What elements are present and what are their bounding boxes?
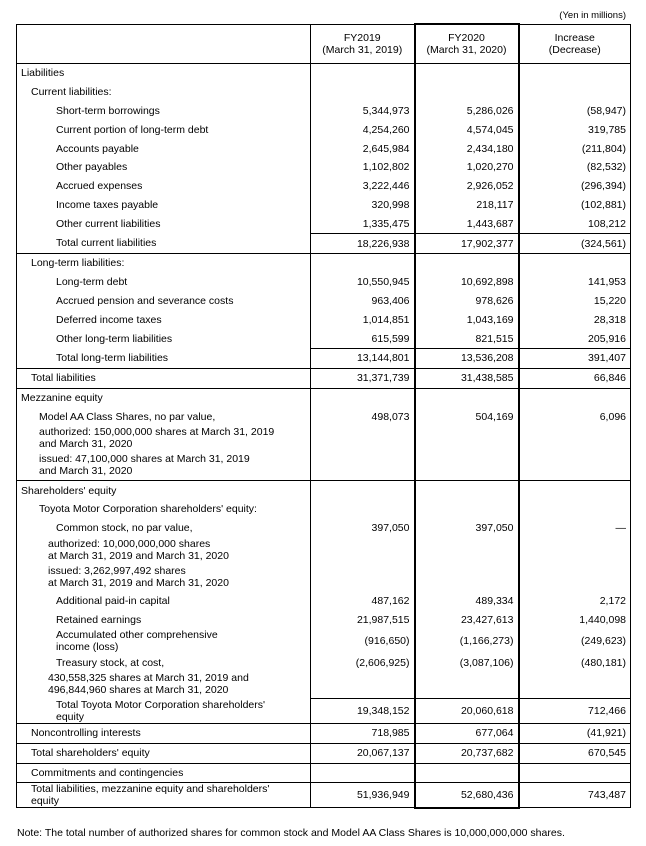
increase-value <box>519 83 631 102</box>
row-label-line: and March 31, 2020 <box>39 465 133 478</box>
fy2020-value <box>415 388 519 407</box>
increase-value: 2,172 <box>519 592 631 611</box>
table-row <box>17 629 631 653</box>
row-label: Current liabilities: <box>17 83 311 102</box>
fy2019-value: 615,599 <box>311 329 415 348</box>
increase-value: (296,394) <box>519 177 631 196</box>
table-row <box>17 234 631 254</box>
increase-value: 141,953 <box>519 273 631 292</box>
fy2020-value: 1,443,687 <box>415 214 519 233</box>
table-row <box>17 177 631 196</box>
header-fy2019 <box>311 24 415 64</box>
row-label: Other long-term liabilities <box>17 329 311 348</box>
header-fy2019-year: FY2019 <box>343 31 381 44</box>
row-label-line: Total liabilities, mezzanine equity and shareholders' <box>31 783 270 796</box>
fy2020-value: 23,427,613 <box>415 610 519 629</box>
row-label: Total shareholders' equity <box>17 743 311 763</box>
row-label: Total liabilities <box>17 368 311 388</box>
increase-value: — <box>519 519 631 538</box>
table-row <box>17 310 631 329</box>
increase-value: 670,545 <box>519 743 631 763</box>
row-label-line: Accumulated other comprehensive <box>56 629 218 642</box>
row-label: Noncontrolling interests <box>17 723 311 743</box>
footnote: Note: The total number of authorized shares for common stock and Model AA Class Shares is 10,000,000,000 shares. <box>17 827 565 839</box>
fy2020-value: 489,334 <box>415 592 519 611</box>
fy2019-value: 19,348,152 <box>311 699 415 724</box>
table-row <box>17 783 631 808</box>
row-label <box>17 565 311 592</box>
fy2019-value <box>311 453 415 481</box>
fy2020-value: 978,626 <box>415 292 519 311</box>
row-label: Toyota Motor Corporation shareholders' equity: <box>17 500 311 519</box>
fy2019-value <box>311 538 415 565</box>
row-label-line: authorized: 10,000,000,000 shares <box>48 537 211 550</box>
increase-value <box>519 253 631 272</box>
fy2020-value: (3,087,106) <box>415 653 519 672</box>
table-row <box>17 253 631 272</box>
fy2020-value <box>415 64 519 83</box>
header-increase <box>519 24 631 64</box>
fy2020-value: 20,737,682 <box>415 743 519 763</box>
row-label <box>17 453 311 481</box>
fy2020-value <box>415 672 519 699</box>
row-label-line: income (loss) <box>56 641 119 654</box>
row-label: Retained earnings <box>17 610 311 629</box>
fy2019-value <box>311 64 415 83</box>
fy2020-value: 218,117 <box>415 196 519 215</box>
row-label: Deferred income taxes <box>17 310 311 329</box>
fy2020-value: 2,434,180 <box>415 139 519 158</box>
table-row <box>17 64 631 83</box>
table-row <box>17 120 631 139</box>
row-label <box>17 783 311 808</box>
row-label <box>17 426 311 453</box>
row-label: Income taxes payable <box>17 196 311 215</box>
table-row <box>17 196 631 215</box>
fy2020-value: 31,438,585 <box>415 368 519 388</box>
row-label: Common stock, no par value, <box>17 519 311 538</box>
table-row <box>17 500 631 519</box>
table-row <box>17 565 631 592</box>
fy2019-value: 1,335,475 <box>311 214 415 233</box>
increase-value: 1,440,098 <box>519 610 631 629</box>
table-row <box>17 453 631 481</box>
fy2019-value: 2,645,984 <box>311 139 415 158</box>
fy2019-value: 4,254,260 <box>311 120 415 139</box>
increase-value <box>519 538 631 565</box>
fy2020-value: 1,043,169 <box>415 310 519 329</box>
row-label <box>17 538 311 565</box>
fy2019-value: 13,144,801 <box>311 348 415 368</box>
fy2019-value <box>311 500 415 519</box>
fy2020-value <box>415 453 519 481</box>
row-label: Current portion of long-term debt <box>17 120 311 139</box>
fy2020-value: 17,902,377 <box>415 234 519 254</box>
fy2020-value <box>415 500 519 519</box>
row-label: Mezzanine equity <box>17 388 311 407</box>
fy2020-value: 13,536,208 <box>415 348 519 368</box>
fy2020-value: 5,286,026 <box>415 102 519 121</box>
fy2019-value: 31,371,739 <box>311 368 415 388</box>
fy2020-value: (1,166,273) <box>415 629 519 653</box>
fy2019-value: 18,226,938 <box>311 234 415 254</box>
fy2020-value: 20,060,618 <box>415 699 519 724</box>
fy2019-value: (916,650) <box>311 629 415 653</box>
fy2020-value <box>415 538 519 565</box>
table-row <box>17 743 631 763</box>
increase-value <box>519 763 631 783</box>
increase-value: 319,785 <box>519 120 631 139</box>
fy2020-value <box>415 253 519 272</box>
row-label: Accounts payable <box>17 139 311 158</box>
row-label: Treasury stock, at cost, <box>17 653 311 672</box>
table-row <box>17 102 631 121</box>
header-increase-line1: Increase <box>554 31 595 44</box>
increase-value <box>519 388 631 407</box>
fy2019-value <box>311 426 415 453</box>
table-row <box>17 592 631 611</box>
row-label-line: issued: 47,100,000 shares at March 31, 2019 <box>39 453 250 466</box>
table-row <box>17 426 631 453</box>
header-fy2020-date: (March 31, 2020) <box>426 44 507 56</box>
balance-sheet-table <box>16 23 631 809</box>
table-row <box>17 368 631 388</box>
increase-value: 66,846 <box>519 368 631 388</box>
increase-value: 28,318 <box>519 310 631 329</box>
row-label: Other current liabilities <box>17 214 311 233</box>
fy2019-value: 487,162 <box>311 592 415 611</box>
table-row <box>17 653 631 672</box>
fy2019-value <box>311 388 415 407</box>
increase-value: (41,921) <box>519 723 631 743</box>
fy2019-value: 963,406 <box>311 292 415 311</box>
fy2019-value <box>311 763 415 783</box>
table-body <box>17 64 631 808</box>
unit-label: (Yen in millions) <box>559 10 626 21</box>
increase-value: (211,804) <box>519 139 631 158</box>
increase-value <box>519 426 631 453</box>
fy2019-value <box>311 672 415 699</box>
table-row <box>17 273 631 292</box>
fy2020-value: 52,680,436 <box>415 783 519 808</box>
row-label: Long-term debt <box>17 273 311 292</box>
row-label <box>17 672 311 699</box>
table-row <box>17 519 631 538</box>
increase-value: (58,947) <box>519 102 631 121</box>
row-label-line: equity <box>56 710 85 723</box>
fy2019-value: 5,344,973 <box>311 102 415 121</box>
row-label-line: issued: 3,262,997,492 shares <box>48 564 186 577</box>
row-label: Total long-term liabilities <box>17 348 311 368</box>
table-row <box>17 388 631 407</box>
fy2019-value <box>311 253 415 272</box>
table-row <box>17 158 631 177</box>
increase-value: 391,407 <box>519 348 631 368</box>
table-row <box>17 610 631 629</box>
fy2019-value: 21,987,515 <box>311 610 415 629</box>
table-row <box>17 292 631 311</box>
fy2020-value <box>415 426 519 453</box>
header-label-cell <box>17 24 311 64</box>
table-row <box>17 214 631 233</box>
row-label-line: Total Toyota Motor Corporation shareholders' <box>56 698 266 711</box>
fy2019-value: 51,936,949 <box>311 783 415 808</box>
fy2019-value: 718,985 <box>311 723 415 743</box>
increase-value: (480,181) <box>519 653 631 672</box>
row-label: Total current liabilities <box>17 234 311 254</box>
row-label: Short-term borrowings <box>17 102 311 121</box>
fy2020-value: 4,574,045 <box>415 120 519 139</box>
table-row <box>17 763 631 783</box>
increase-value <box>519 64 631 83</box>
row-label: Long-term liabilities: <box>17 253 311 272</box>
fy2019-value: 20,067,137 <box>311 743 415 763</box>
fy2020-value: 821,515 <box>415 329 519 348</box>
row-label-line: at March 31, 2019 and March 31, 2020 <box>48 576 229 589</box>
increase-value <box>519 500 631 519</box>
increase-value: 205,916 <box>519 329 631 348</box>
table-row <box>17 139 631 158</box>
fy2019-value: 3,222,446 <box>311 177 415 196</box>
row-label: Commitments and contingencies <box>17 763 311 783</box>
fy2020-value: 504,169 <box>415 407 519 426</box>
row-label: Other payables <box>17 158 311 177</box>
fy2020-value <box>415 83 519 102</box>
row-label <box>17 629 311 653</box>
fy2019-value: 397,050 <box>311 519 415 538</box>
fy2019-value <box>311 481 415 500</box>
table-row <box>17 407 631 426</box>
header-increase-line2: (Decrease) <box>548 43 601 56</box>
fy2019-value <box>311 565 415 592</box>
table-row <box>17 348 631 368</box>
fy2020-value <box>415 763 519 783</box>
fy2020-value: 2,926,052 <box>415 177 519 196</box>
increase-value: 712,466 <box>519 699 631 724</box>
header-fy2020 <box>415 24 519 64</box>
table-row <box>17 699 631 724</box>
increase-value <box>519 565 631 592</box>
table-row <box>17 329 631 348</box>
header-row <box>17 24 631 64</box>
row-label-line: 496,844,960 shares at March 31, 2020 <box>48 683 229 696</box>
increase-value: (324,561) <box>519 234 631 254</box>
increase-value: (249,623) <box>519 629 631 653</box>
fy2019-value: (2,606,925) <box>311 653 415 672</box>
row-label-line: 430,558,325 shares at March 31, 2019 and <box>48 671 249 684</box>
increase-value: 15,220 <box>519 292 631 311</box>
fy2019-value <box>311 83 415 102</box>
row-label: Liabilities <box>17 64 311 83</box>
fy2019-value: 1,102,802 <box>311 158 415 177</box>
row-label-line: and March 31, 2020 <box>39 438 133 451</box>
fy2020-value: 1,020,270 <box>415 158 519 177</box>
fy2020-value <box>415 565 519 592</box>
table-row <box>17 83 631 102</box>
row-label: Shareholders' equity <box>17 481 311 500</box>
increase-value: 743,487 <box>519 783 631 808</box>
fy2020-value: 397,050 <box>415 519 519 538</box>
fy2020-value: 677,064 <box>415 723 519 743</box>
table-row <box>17 672 631 699</box>
increase-value <box>519 453 631 481</box>
fy2019-value: 320,998 <box>311 196 415 215</box>
increase-value <box>519 481 631 500</box>
increase-value: 108,212 <box>519 214 631 233</box>
row-label: Accrued pension and severance costs <box>17 292 311 311</box>
fy2019-value: 10,550,945 <box>311 273 415 292</box>
table-row <box>17 538 631 565</box>
fy2020-value <box>415 481 519 500</box>
row-label: Additional paid-in capital <box>17 592 311 611</box>
header-fy2020-year: FY2020 <box>448 32 485 44</box>
table-row <box>17 723 631 743</box>
increase-value: 6,096 <box>519 407 631 426</box>
row-label-line: at March 31, 2019 and March 31, 2020 <box>48 549 229 562</box>
row-label: Accrued expenses <box>17 177 311 196</box>
increase-value: (102,881) <box>519 196 631 215</box>
row-label: Model AA Class Shares, no par value, <box>17 407 311 426</box>
increase-value: (82,532) <box>519 158 631 177</box>
row-label-line: authorized: 150,000,000 shares at March 31, 2019 <box>39 426 275 439</box>
fy2019-value: 498,073 <box>311 407 415 426</box>
table-row <box>17 481 631 500</box>
row-label <box>17 699 311 724</box>
increase-value <box>519 672 631 699</box>
row-label-line: equity <box>31 795 60 808</box>
header-fy2019-date: (March 31, 2019) <box>322 43 403 56</box>
fy2019-value: 1,014,851 <box>311 310 415 329</box>
fy2020-value: 10,692,898 <box>415 273 519 292</box>
